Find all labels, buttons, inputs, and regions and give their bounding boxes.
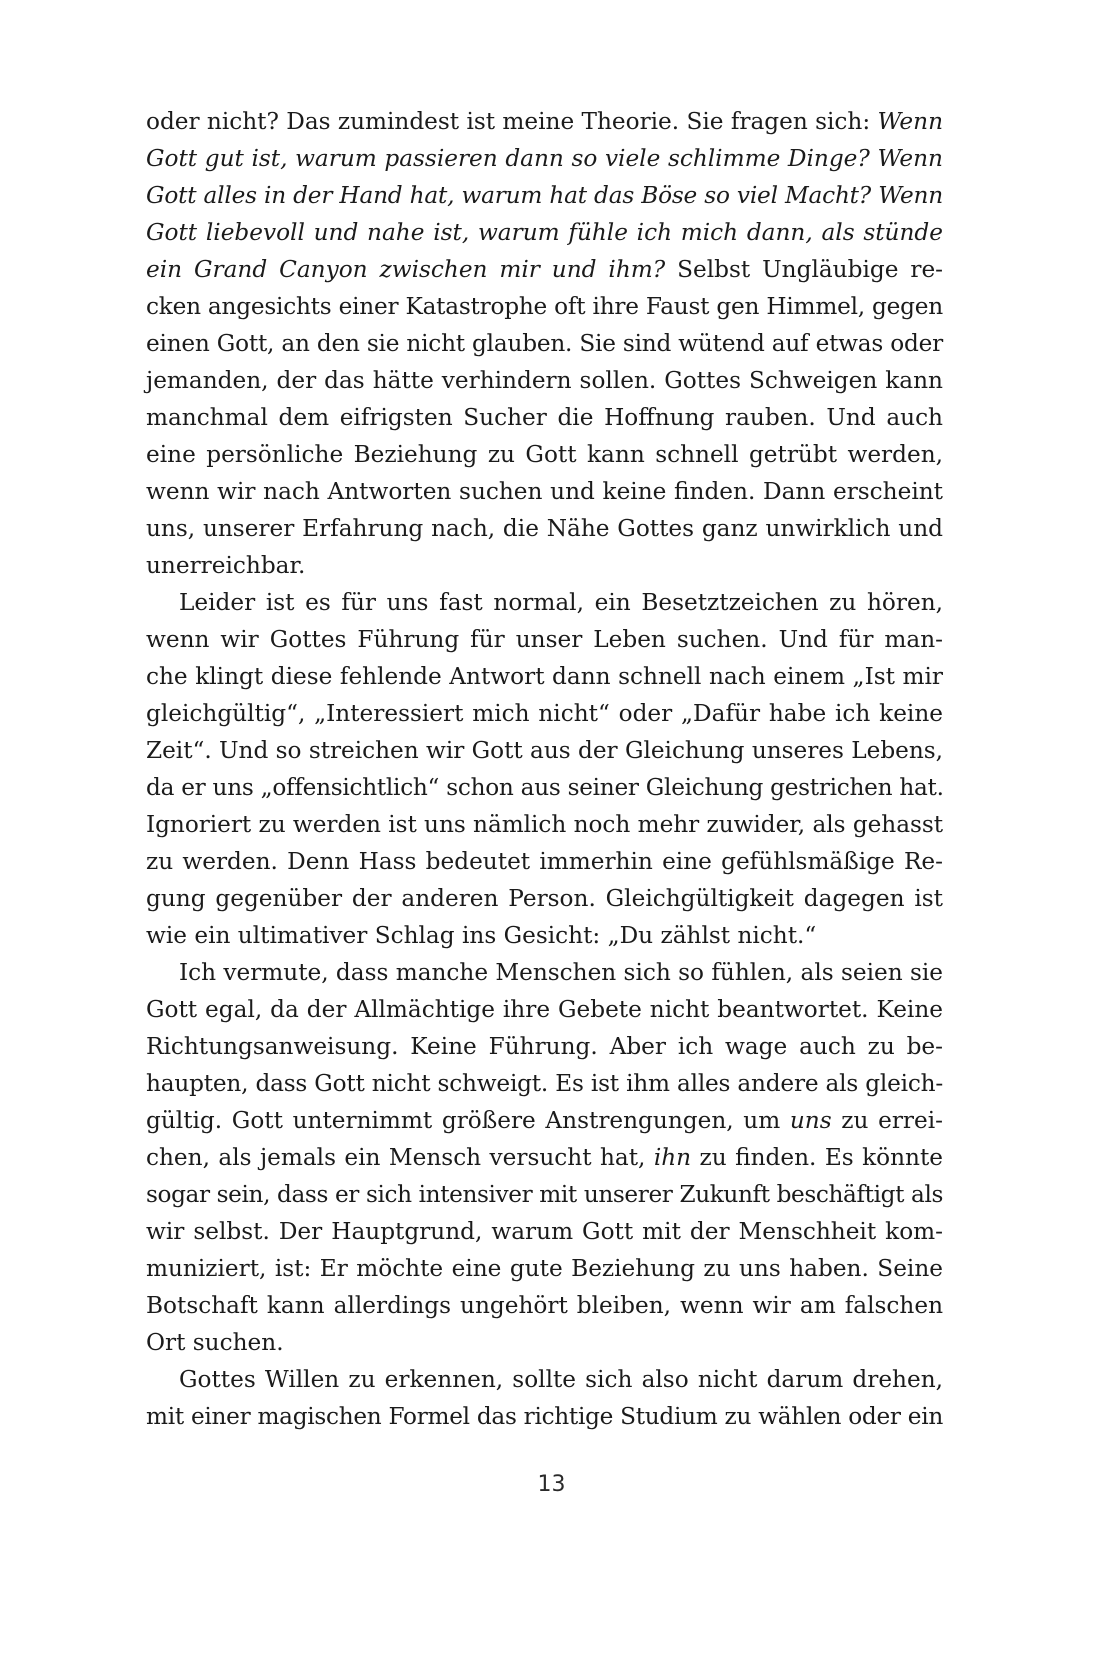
text-line: muniziert, ist: Er möchte eine gute Beziehung zu uns haben. Seine	[146, 1255, 943, 1282]
paragraph	[146, 954, 943, 1361]
body-text	[146, 103, 943, 1435]
paragraph	[146, 1361, 943, 1435]
text-line: manchmal dem eifrigsten Sucher die Hoffnung rauben. Und auch	[146, 404, 943, 431]
text-line: jemanden, der das hätte verhindern sollen. Gottes Schweigen kann	[146, 367, 943, 394]
text-line: Gott gut ist, warum passieren dann so viele schlimme Dinge? Wenn	[146, 145, 943, 172]
text-line: wir selbst. Der Hauptgrund, warum Gott mit der Menschheit kom-	[146, 1218, 943, 1245]
text-line: cken angesichts einer Katastrophe oft ihre Faust gen Himmel, gegen	[146, 293, 943, 320]
text-line: haupten, dass Gott nicht schweigt. Es ist ihm alles andere als gleich-	[146, 1070, 943, 1097]
text-line: einen Gott, an den sie nicht glauben. Sie sind wütend auf etwas oder	[146, 330, 943, 357]
text-line: Gottes Willen zu erkennen, sollte sich also nicht darum drehen,	[179, 1366, 943, 1393]
text-line: uns, unserer Erfahrung nach, die Nähe Gottes ganz unwirklich und	[146, 515, 943, 542]
text-line: unerreichbar.	[146, 552, 306, 579]
text-line: zu werden. Denn Hass bedeutet immerhin eine gefühlsmäßige Re-	[146, 848, 943, 875]
text-line: Botschaft kann allerdings ungehört bleiben, wenn wir am falschen	[146, 1292, 943, 1319]
text-line: Ich vermute, dass manche Menschen sich so fühlen, als seien sie	[179, 959, 943, 986]
text-line: eine persönliche Beziehung zu Gott kann schnell getrübt werden,	[146, 441, 943, 468]
text-line: Gott liebevoll und nahe ist, warum fühle ich mich dann, als stünde	[146, 219, 943, 246]
text-line: wenn wir nach Antworten suchen und keine finden. Dann erscheint	[146, 478, 943, 505]
text-line: gültig. Gott unternimmt größere Anstrengungen, um uns zu errei-	[146, 1107, 943, 1134]
paragraph	[146, 103, 943, 584]
text-line: Richtungsanweisung. Keine Führung. Aber ich wage auch zu be-	[146, 1033, 943, 1060]
text-line: Leider ist es für uns fast normal, ein Besetztzeichen zu hören,	[179, 589, 943, 616]
text-line: chen, als jemals ein Mensch versucht hat, ihn zu finden. Es könnte	[146, 1144, 943, 1171]
text-line: Ignoriert zu werden ist uns nämlich noch mehr zuwider, als gehasst	[146, 811, 943, 838]
text-line: Ort suchen.	[146, 1329, 284, 1356]
text-line: che klingt diese fehlende Antwort dann schnell nach einem „Ist mir	[146, 663, 943, 690]
text-line: da er uns „offensichtlich“ schon aus seiner Gleichung gestrichen hat.	[146, 774, 944, 801]
paragraph	[146, 584, 943, 954]
text-line: Zeit“. Und so streichen wir Gott aus der Gleichung unseres Lebens,	[146, 737, 943, 764]
text-line: mit einer magischen Formel das richtige Studium zu wählen oder ein	[146, 1403, 943, 1430]
text-line: ein Grand Canyon zwischen mir und ihm? Selbst Ungläubige re-	[146, 256, 943, 283]
text-line: Gott alles in der Hand hat, warum hat das Böse so viel Macht? Wenn	[146, 182, 943, 209]
text-line: sogar sein, dass er sich intensiver mit unserer Zukunft beschäftigt als	[146, 1181, 943, 1208]
text-line: wie ein ultimativer Schlag ins Gesicht: „Du zählst nicht.“	[146, 922, 817, 949]
text-line: wenn wir Gottes Führung für unser Leben suchen. Und für man-	[146, 626, 943, 653]
text-line: gung gegenüber der anderen Person. Gleichgültigkeit dagegen ist	[146, 885, 943, 912]
text-line: oder nicht? Das zumindest ist meine Theorie. Sie fragen sich: Wenn	[146, 108, 943, 135]
text-line: gleichgültig“, „Interessiert mich nicht“ oder „Dafür habe ich keine	[146, 700, 943, 727]
text-line: Gott egal, da der Allmächtige ihre Gebete nicht beantwortet. Keine	[146, 996, 943, 1023]
page-number: 13	[537, 1472, 566, 1497]
